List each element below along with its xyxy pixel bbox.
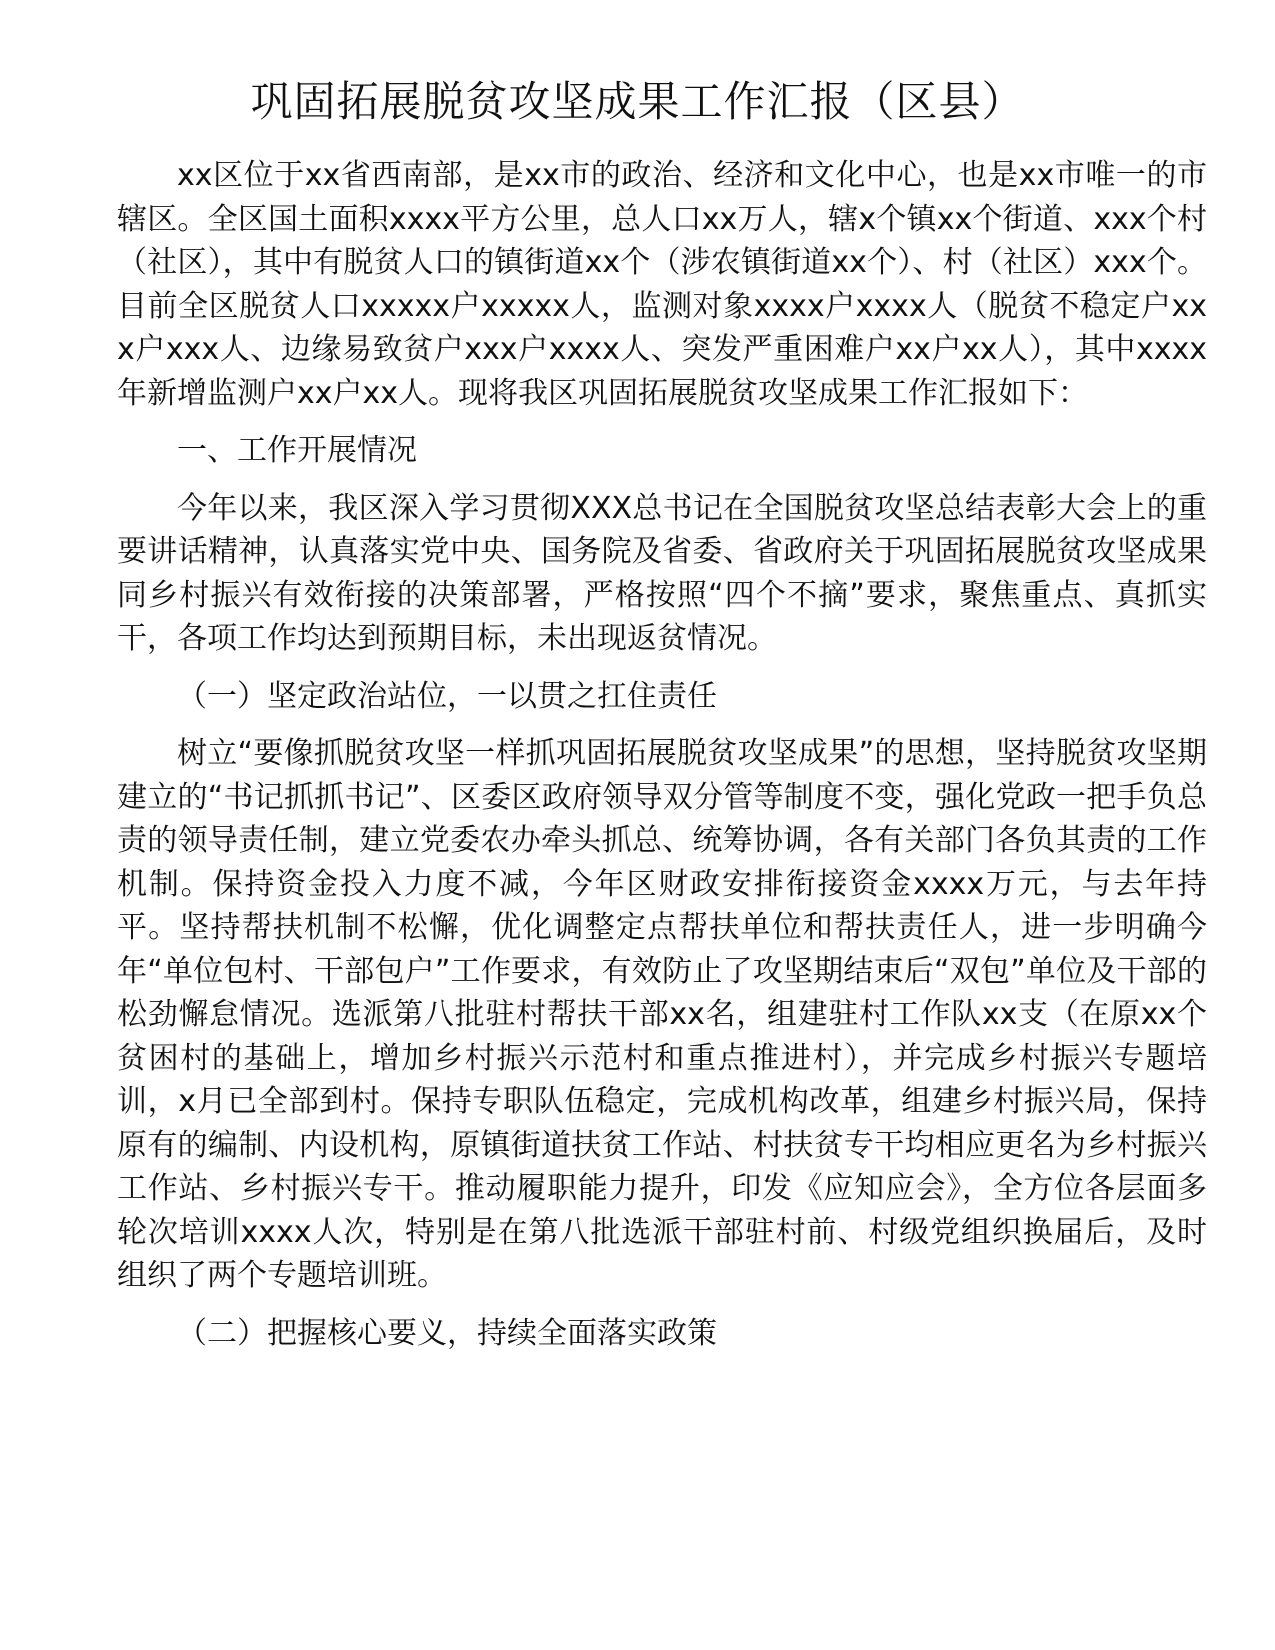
intro-paragraph: xx区位于xx省西南部，是xx市的政治、经济和文化中心，也是xx市唯一的市辖区。全区国土面积xxxx平方公里，总人口xx万人，辖x个镇xx个街道、xxx个村（社区），其中有脱贫人口的镇街道xx个（涉农镇街道xx个）、村（社区）xxx个。目前全区脱贫人口xxxxx户xxxxx人，监测对象xxxx户xxxx人（脱贫不稳定户xxx户xxx人、边缘易致贫户xxx户xxxx人、突发严重困难户xx户xx人），其中xxxx年新增监测户xx户xx人。现将我区巩固拓展脱贫攻坚成果工作汇报如下：: [117, 158, 1207, 411]
subsection-1-paragraph: 树立“要像抓脱贫攻坚一样抓巩固拓展脱贫攻坚成果”的思想，坚持脱贫攻坚期建立的“书记抓抓书记”、区委区政府领导双分管等制度不变，强化党政一把手负总责的领导责任制，建立党委农办牵头抓总、统筹协调，各有关部门各负其责的工作机制。保持资金投入力度不减，今年区财政安排衔接资金xxxx万元，与去年持平。坚持帮扶机制不松懈，优化调整定点帮扶单位和帮扶责任人，进一步明确今年“单位包村、干部包户”工作要求，有效防止了攻坚期结束后“双包”单位及干部的松劲懈怠情况。选派第八批驻村帮扶干部xx名，组建驻村工作队xx支（在原xx个贫困村的基础上，增加乡村振兴示范村和重点推进村），并完成乡村振兴专题培训，x月已全部到村。保持专职队伍稳定，完成机构改革，组建乡村振兴局，保持原有的编制、内设机构，原镇街道扶贫工作站、村扶贫专干均相应更名为乡村振兴工作站、乡村振兴专干。推动履职能力提升，印发《应知应会》，全方位各层面多轮次培训xxxx人次，特别是在第八批选派干部驻村前、村级党组织换届后，及时组织了两个专题培训班。: [117, 736, 1207, 1293]
document-body: [117, 154, 1207, 1369]
section-1-paragraph: 今年以来，我区深入学习贯彻XXX总书记在全国脱贫攻坚总结表彰大会上的重要讲话精神，认真落实党中央、国务院及省委、省政府关于巩固拓展脱贫攻坚成果同乡村振兴有效衔接的决策部署，严格按照“四个不摘”要求，聚焦重点、真抓实干，各项工作均达到预期目标，未出现返贫情况。: [117, 490, 1207, 656]
document-title: 巩固拓展脱贫攻坚成果工作汇报（区县）: [250, 77, 1025, 126]
section-heading-1: 一、工作开展情况: [177, 433, 417, 468]
subsection-heading-1: （一）坚定政治站位，一以贯之扛住责任: [177, 678, 717, 714]
subsection-heading-2: （二）把握核心要义，持续全面落实政策: [177, 1315, 717, 1351]
